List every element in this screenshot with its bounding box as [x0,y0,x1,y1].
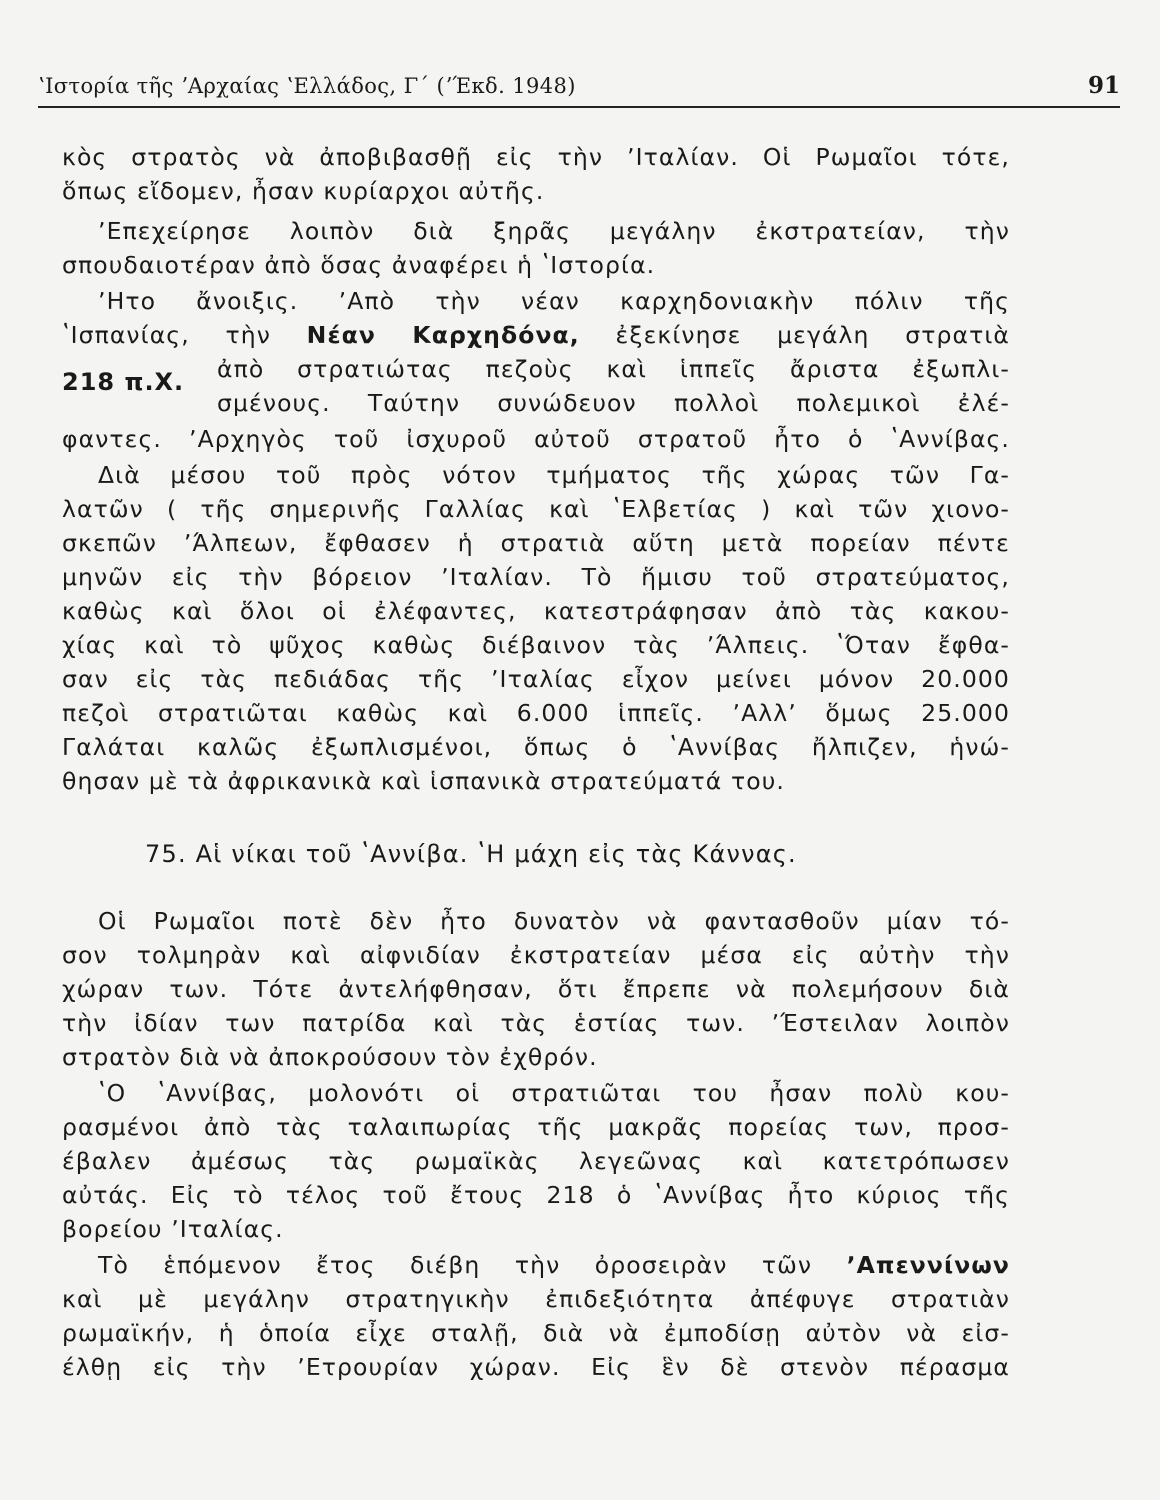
text-line: βορείου ʼΙταλίας. [62,1215,284,1243]
text-line: έβαλεν ἀμέσως τὰς ρωμαϊκὰς λεγεῶνας καὶ κατετρόπωσεν [62,1147,1010,1175]
text-line: ρασμένοι ἀπὸ τὰς ταλαιπωρίας τῆς μακρᾶς πορείας των, προσ- [62,1113,1010,1141]
text-line [62,318,1010,352]
text-line: τὴν ἰδίαν των πατρίδα καὶ τὰς ἑστίας των. ʼΈστειλαν λοιπὸν [62,1009,1010,1037]
text-line: σον τολμηρὰν καὶ αἰφνιδίαν ἐκστρατείαν μέσα εἰς αὐτὴν τὴν [62,941,1010,969]
text-line [98,1248,1010,1282]
text-line: κὸς στρατὸς νὰ ἀποβιβασθῇ εἰς τὴν ʼΙταλίαν. Οἱ Ρωμαῖοι τότε, [62,143,1010,171]
text-line: έλθῃ εἰς τὴν ʼΕτρουρίαν χώραν. Εἰς ἓν δὲ στενὸν πέρασμα [62,1353,1010,1381]
text-line: πεζοὶ στρατιῶται καθὼς καὶ 6.000 ἱππεῖς. ʼΑλλʼ ὅμως 25.000 [62,699,1010,727]
text-line: χώραν των. Τότε ἀντελήφθησαν, ὅτι ἔπρεπε νὰ πολεμήσουν διὰ [62,975,1010,1003]
text-line: φαντες. ʼΑρχηγὸς τοῦ ἰσχυροῦ αὐτοῦ στρατοῦ ἦτο ὁ ʽΑννίβας. [62,425,1010,453]
text-line: Οἱ Ρωμαῖοι ποτὲ δὲν ἦτο δυνατὸν νὰ φαντασθοῦν μίαν τό- [98,907,1010,935]
text-line: θησαν μὲ τὰ ἀφρικανικὰ καὶ ἱσπανικὰ στρατεύματά του. [62,767,785,795]
text-line: ʼΕπεχείρησε λοιπὸν διὰ ξηρᾶς μεγάλην ἐκστρατείαν, τὴν [98,217,1010,245]
text-line: στρατὸν διὰ νὰ ἀποκρούσουν τὸν ἐχθρόν. [62,1043,598,1071]
text-line: σαν εἰς τὰς πεδιάδας τῆς ʼΙταλίας εἶχον μείνει μόνον 20.000 [62,665,1010,693]
text-run: ʽΙσπανίας, τὴν [62,321,307,349]
text-run: Τὸ ἑπόμενον ἔτος διέβη τὴν ὀροσειρὰν τῶν [98,1251,847,1279]
text-line: ʽΟ ʽΑννίβας, μολονότι οἱ στρατιῶται του ἦσαν πολὺ κου- [98,1079,1010,1107]
text-run: ἐξεκίνησε μεγάλη στρατιὰ [579,321,1011,349]
section-heading: 75. Αἱ νίκαι τοῦ ʽΑννίβα. ʽΗ μάχη εἰς τὰς Κάννας. [145,840,797,868]
text-line: καθὼς καὶ ὅλοι οἱ ἐλέφαντες, κατεστράφησαν ἀπὸ τὰς κακου- [62,597,1010,625]
text-line: μηνῶν εἰς τὴν βόρειον ʼΙταλίαν. Τὸ ἥμισυ τοῦ στρατεύματος, [62,563,1010,591]
text-line: χίας καὶ τὸ ψῦχος καθὼς διέβαινον τὰς ʼΆλπεις. ʽΌταν ἔφθα- [62,631,1010,659]
page-number: 91 [1087,72,1120,99]
bold-term: Νέαν Καρχηδόνα, [306,321,580,349]
text-line: ἀπὸ στρατιώτας πεζοὺς καὶ ἱππεῖς ἄριστα ἐξωπλι- [217,355,1010,383]
running-header [38,72,1120,108]
bold-term: ʼΑπεννίνων [846,1251,1010,1279]
text-line: ʼΗτο ἄνοιξις. ʼΑπὸ τὴν νέαν καρχηδονιακὴν πόλιν τῆς [98,287,1010,315]
margin-date-note: 218 π.Χ. [62,368,185,396]
text-line: αὐτάς. Εἰς τὸ τέλος τοῦ ἔτους 218 ὁ ʽΑννίβας ἦτο κύριος τῆς [62,1181,1010,1209]
text-line: ὅπως εἴδομεν, ἦσαν κυρίαρχοι αὐτῆς. [62,177,545,205]
text-line: σμένους. Ταύτην συνώδευον πολλοὶ πολεμικοὶ ἐλέ- [217,389,1010,417]
text-line: Γαλάται καλῶς ἐξωπλισμένοι, ὅπως ὁ ʽΑννίβας ἤλπιζεν, ἡνώ- [62,733,1010,761]
text-line: λατῶν ( τῆς σημερινῆς Γαλλίας καὶ ʽΕλβετίας ) καὶ τῶν χιονο- [62,495,1010,523]
text-line: Διὰ μέσου τοῦ πρὸς νότον τμήματος τῆς χώρας τῶν Γα- [98,461,1010,489]
text-line: ρωμαϊκήν, ἡ ὁποία εἶχε σταλῇ, διὰ νὰ ἐμποδίσῃ αὐτὸν νὰ εἰσ- [62,1319,1010,1347]
header-title: ʽΙστορία τῆς ʼΑρχαίας ʽΕλλάδος, Γ΄ (ʼΈκδ. 1948) [38,74,576,98]
text-line: σπουδαιοτέραν ἀπὸ ὅσας ἀναφέρει ἡ ʽΙστορία. [62,251,656,279]
text-line: σκεπῶν ʼΆλπεων, ἔφθασεν ἡ στρατιὰ αὕτη μετὰ πορείαν πέντε [62,529,1010,557]
text-line: καὶ μὲ μεγάλην στρατηγικὴν ἐπιδεξιότητα ἀπέφυγε στρατιὰν [62,1285,1010,1313]
